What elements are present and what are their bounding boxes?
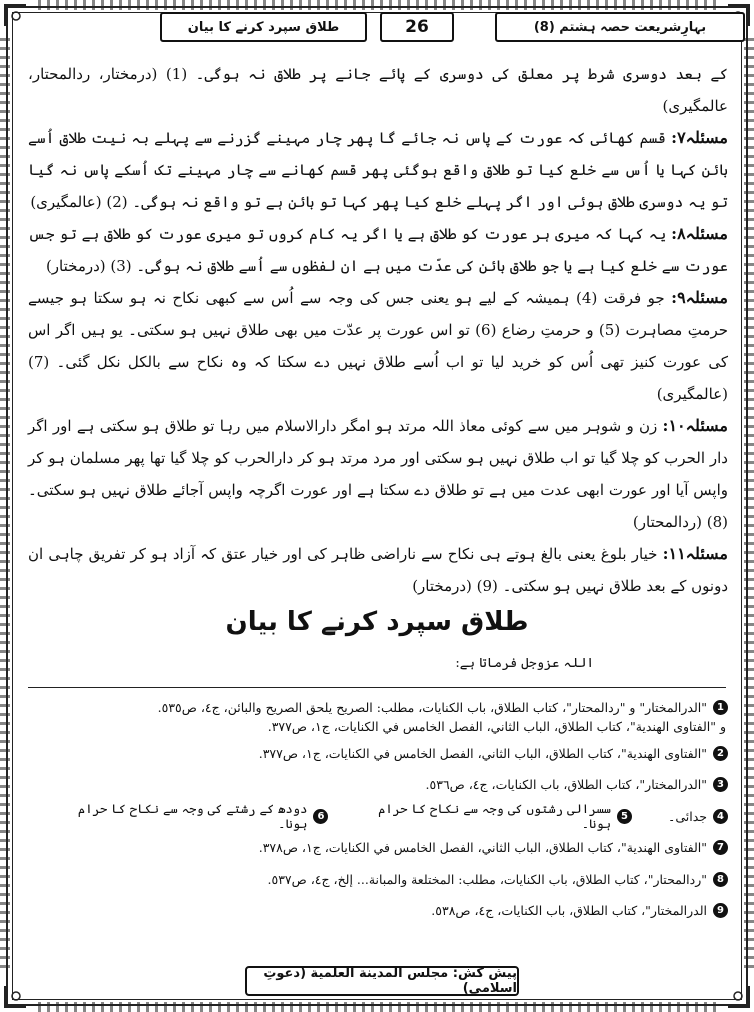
corner-ornament-bottom-left — [2, 984, 28, 1010]
corner-ornament-top-left — [2, 2, 28, 28]
footnote-number: 5 — [617, 809, 632, 824]
masala-10 — [28, 410, 728, 538]
footnote-number: 3 — [713, 777, 728, 792]
border-pattern-left — [0, 38, 10, 974]
border-pattern-top — [38, 0, 716, 10]
chapter-title: طلاق سپرد کرنے کا بیان — [187, 19, 340, 35]
footnote-text: "الدرالمختار" و "ردالمحتار"، كتاب الطلاق، باب الكنايات، مطلب: الصريح يلحق الصريح والبائن، ج٤، ص٥٣٥. — [157, 700, 707, 716]
footnote-7 — [28, 832, 728, 864]
footnote-number: 1 — [713, 700, 728, 715]
book-title-box — [495, 12, 745, 42]
footnote-row-4-5-6 — [28, 801, 728, 833]
border-pattern-bottom — [38, 1002, 716, 1012]
publisher-footer — [245, 966, 519, 996]
masala-label: مسئلہ۹: — [671, 288, 728, 307]
footnote-text: جدائی۔ — [668, 808, 707, 824]
paragraph-continuation — [28, 58, 728, 122]
masala-text: جو فرقت (4) ہمیشہ کے لیے ہو یعنی جس کی وجہ سے اُس سے کبھی نکاح نہ ہو سکتا ہو جیسے حرمتِ مصاہرت (5) و حرمتِ رضاع (6) تو اس عورت پر عدّت میں بھی طلاق نہیں ہو سکتی۔ یو ہیں اگر اس کی عورت کنیز تھی اُس کو خرید لیا تو اب اُسے طلاق نہیں دے سکتا کہ وہ نکاح سے بالکل نکل گئی۔ (7) (عالمگیری) — [28, 289, 729, 403]
body-text — [28, 58, 728, 602]
masala-label: مسئلہ۱۰: — [662, 416, 728, 435]
quran-intro: اللہ عزوجل فرماتا ہے: — [455, 656, 594, 671]
footnote-number: 2 — [713, 746, 728, 761]
masala-11 — [28, 538, 728, 602]
footnote-1-continued — [28, 716, 728, 738]
publisher-text: پیش کش: مجلس المدينة العلمية (دعوتِ اسلامی) — [263, 966, 517, 996]
footnote-text: سسرالی رشتوں کی وجہ سے نکاح کا حرام ہونا۔ — [378, 801, 612, 832]
footnote-2 — [28, 738, 728, 770]
masala-7 — [28, 122, 728, 218]
page-number-box — [380, 12, 454, 42]
footnote-text: الدرالمختار"، كتاب الطلاق، باب الكنايات، ج٤، ص٥٣٨. — [431, 903, 707, 919]
footnote-number: 9 — [713, 903, 728, 918]
footnote-4 — [668, 809, 728, 824]
footnote-3 — [28, 769, 728, 801]
footnote-6 — [64, 801, 328, 831]
masala-text: زن و شوہر میں سے کوئی معاذ اللہ مرتد ہو امگر دارالاسلام میں رہا تو طلاق ہو سکتی ہے اور اگر دار الحرب کو چلا گیا تو اب طلاق نہیں ہو سکتی اور مرد مرتد ہو کر دارالحرب کو چلا گیا تھا پھر مسلمان ہو کر واپس آیا اور عورت ابھی عدت میں ہے تو طلاق دے سکتا ہے اور عورت اگرچہ واپس آجائے طلاق نہیں ہو سکتی۔ (8) (ردالمحتار) — [28, 417, 728, 531]
footnote-number: 7 — [713, 840, 728, 855]
footnote-9 — [28, 895, 728, 927]
book-title: بہارِشریعت حصہ ہشتم (8) — [533, 19, 707, 35]
masala-label: مسئلہ۷: — [671, 128, 728, 147]
footnote-number: 8 — [713, 872, 728, 887]
footnote-5 — [364, 801, 632, 831]
footnote-text: "ردالمحتار"، كتاب الطلاق، باب الكنايات، مطلب: المختلعة والمبانة... إلخ، ج٤، ص٥٣٧. — [267, 871, 707, 887]
footnotes — [28, 692, 728, 927]
footnote-number: 4 — [713, 809, 728, 824]
masala-9 — [28, 282, 728, 410]
section-title: طلاق سپرد کرنے کا بیان — [225, 607, 529, 637]
footnote-text: "الفتاوى الهندية"، كتاب الطلاق، الباب الثاني، الفصل الخامس في الكنايات، ج١، ص٣٧٧. — [258, 745, 707, 761]
border-pattern-right — [744, 38, 754, 974]
corner-ornament-bottom-right — [726, 984, 752, 1010]
footnote-8 — [28, 864, 728, 896]
paragraph-text: کے بعد دوسری شرط پر معلق کی دوسری کے پائے جانے پر طلاق نہ ہوگی۔ (1) (درمختار، ردالمحتار، عالمگیری) — [28, 65, 728, 115]
footnote-divider — [28, 687, 726, 688]
footnote-text: "الدرالمختار"، كتاب الطلاق، باب الكنايات، ج٤، ص٥٣٦. — [425, 777, 707, 793]
masala-label: مسئلہ۱۱: — [662, 544, 728, 563]
masala-label: مسئلہ۸: — [671, 224, 728, 243]
masala-text: خیار بلوغ یعنی بالغ ہوتے ہی نکاح سے ناراضی ظاہر کی اور خیار عتق کہ آزاد ہو کر تفریق چاہی ان دونوں کے بعد طلاق نہیں ہو سکتی۔ (9) (درمختار) — [28, 545, 728, 595]
footnote-text: "الفتاوى الهندية"، كتاب الطلاق، الباب الثاني، الفصل الخامس في الكنايات، ج١، ص٣٧٨. — [258, 840, 707, 856]
footnote-number: 6 — [313, 809, 328, 824]
masala-text: قسم کھائی کہ عورت کے پاس نہ جائے گا پھر چار مہینے گزرنے سے پہلے بہ نیت طلاق اُسے بائن کہا یا اُس سے خلع کیا تو طلاق واقع ہوگئی پھر قسم کھانے سے چار مہینے تک اُسکے پاس نہ گیا تو یہ دوسری طلاق ہوئی اور اگر پہلے خلع کیا پھر کہا تو بائن ہے تو واقع نہ ہوگی۔ (2) (عالمگیری) — [28, 129, 728, 211]
page-number: 26 — [405, 17, 429, 37]
masala-8 — [28, 218, 728, 282]
chapter-title-box — [160, 12, 367, 42]
footnote-text: دودھ کے رشتے کی وجہ سے نکاح کا حرام ہونا۔ — [77, 801, 308, 832]
masala-text: یہ کہا کہ میری ہر عورت کو طلاق ہے یا اگر یہ کام کروں تو میری عورت کو طلاق ہے تو جس عورت سے خلع کیا ہے یا جو طلاق بائن کی عدّت میں ہے ان لفظوں سے اُسے طلاق نہ ہوگی۔ (3) (درمختار) — [28, 225, 728, 275]
footnote-text: و "الفتاوى الهندية"، كتاب الطلاق، الباب الثاني، الفصل الخامس في الكنايات، ج١، ص٣٧٧. — [267, 719, 726, 734]
